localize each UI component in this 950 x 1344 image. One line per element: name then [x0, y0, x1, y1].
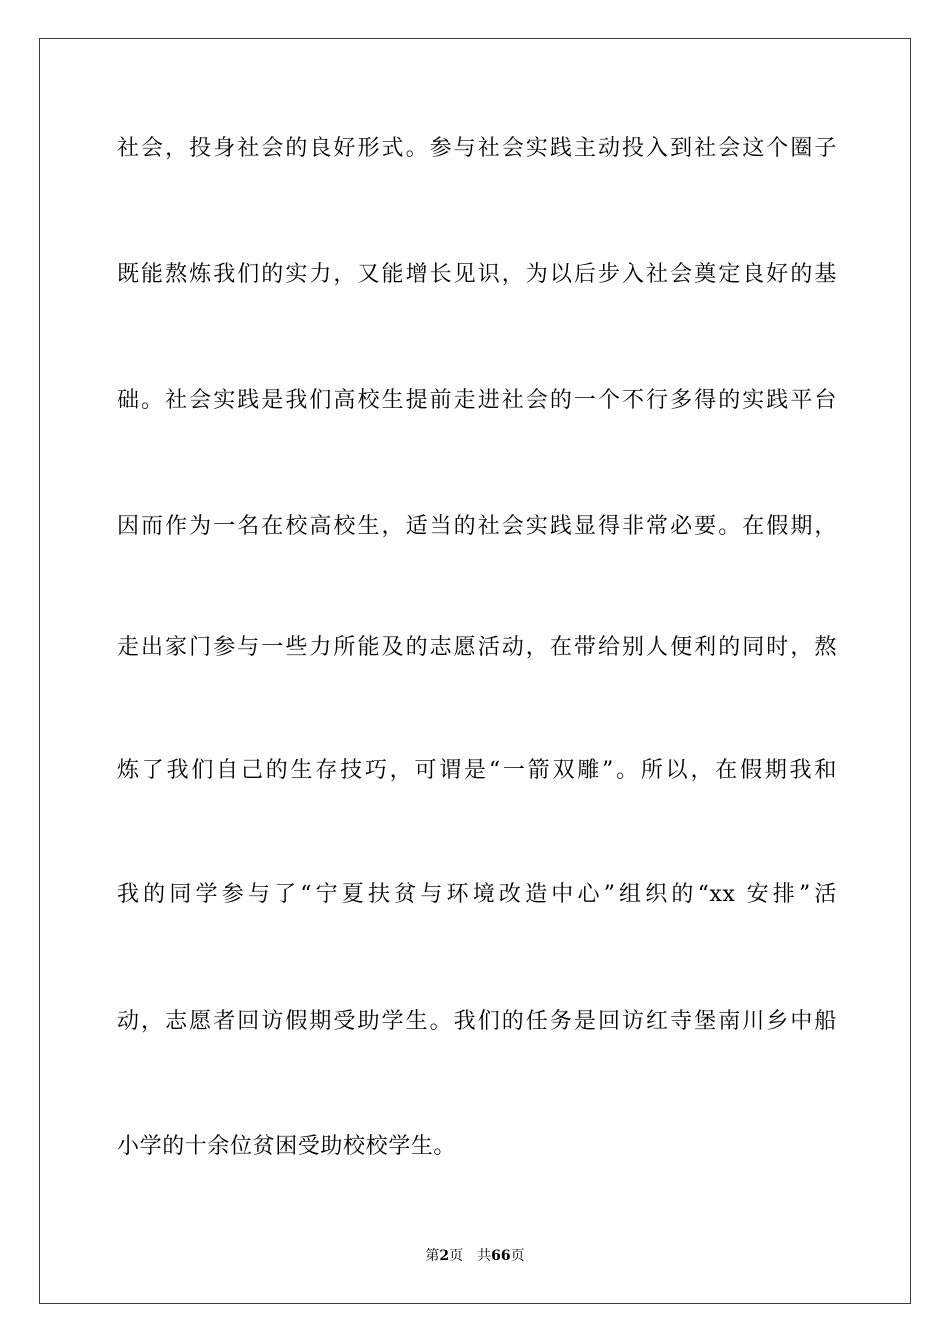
- text-line-2: 既能熬炼我们的实力，又能增长见识，为以后步入社会奠定良好的基: [117, 262, 837, 287]
- text-line-3: 础。社会实践是我们高校生提前走进社会的一个不行多得的实践平台: [117, 388, 837, 413]
- total-suffix: 页: [510, 1248, 525, 1264]
- text-line-1: 社会，投身社会的良好形式。参与社会实践主动投入到社会这个圈子: [117, 136, 837, 161]
- page-prefix: 第: [425, 1248, 440, 1264]
- text-line-5: 走出家门参与一些力所能及的志愿活动，在带给别人便利的同时，熬: [117, 635, 837, 660]
- page-footer: [0, 1247, 950, 1265]
- text-line-4: 因而作为一名在校高校生，适当的社会实践显得非常必要。在假期，: [117, 514, 837, 539]
- total-pages: 66: [491, 1248, 511, 1264]
- text-line-8: 动，志愿者回访假期受助学生。我们的任务是回访红寺堡南川乡中船: [117, 1009, 837, 1034]
- text-line-9: 小学的十余位贫困受助校校学生。: [117, 1134, 457, 1159]
- page-number: 2: [439, 1248, 450, 1264]
- page-suffix: 页: [449, 1248, 464, 1264]
- text-line-6: 炼了我们自己的生存技巧，可谓是“一箭双雕”。所以，在假期我和: [117, 758, 837, 783]
- page-border: [39, 38, 911, 1304]
- text-line-7: 我的同学参与了“宁夏扶贫与环境改造中心”组织的“xx 安排”活: [117, 882, 837, 907]
- total-prefix: 共: [477, 1248, 492, 1264]
